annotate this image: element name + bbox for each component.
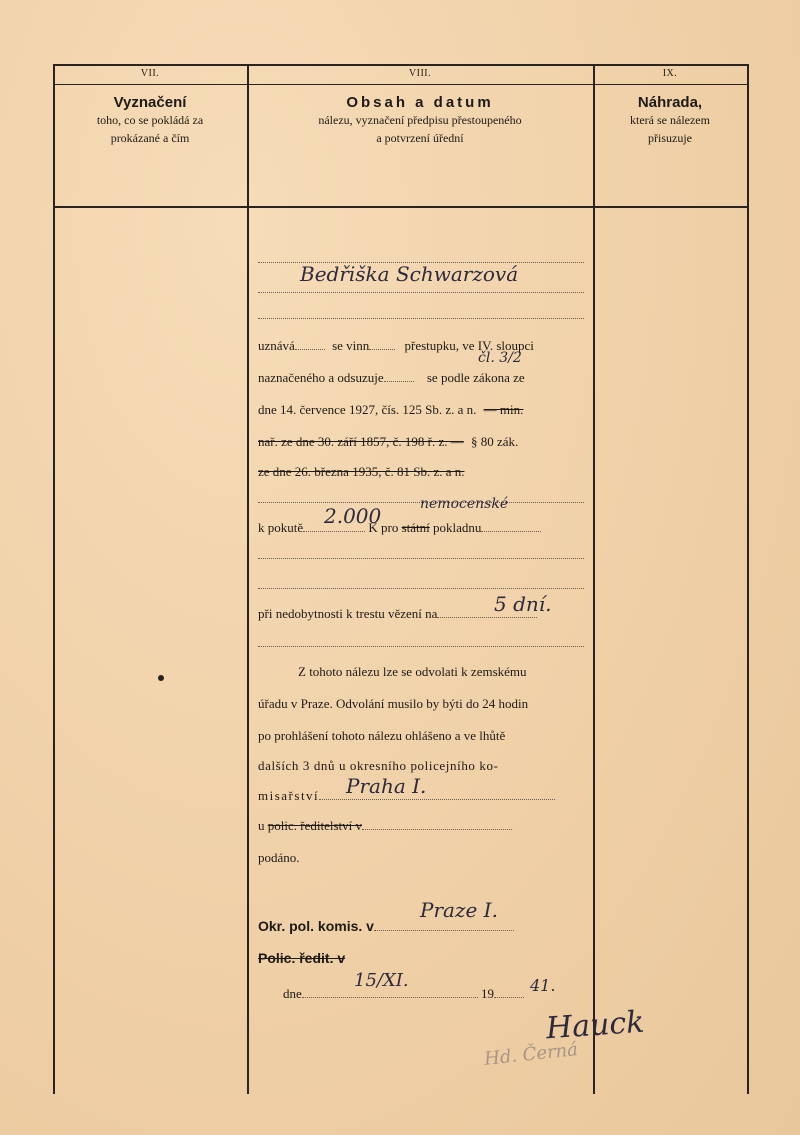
text-dne: dne xyxy=(283,986,302,1001)
column-divider-2 xyxy=(593,64,595,1094)
text-k-pro: K pro xyxy=(368,520,399,535)
text-pokladnu: pokladnu xyxy=(433,520,482,535)
text-polic-red: polic. ředitelství v xyxy=(267,818,362,833)
dotted-line xyxy=(258,646,584,647)
row-k-pokute xyxy=(258,520,584,536)
text-year-prefix: 19 xyxy=(481,986,495,1001)
text-okr-pol: Okr. pol. komis. v xyxy=(258,918,374,934)
column-header-ix xyxy=(593,94,747,147)
ink-spot xyxy=(158,675,164,681)
dotted-line xyxy=(258,588,584,589)
handwritten-days: 5 dní. xyxy=(494,592,552,616)
text-pri-nedobytnosti: při nedobytnosti k trestu vězení na xyxy=(258,606,438,621)
row-polic-red2 xyxy=(258,950,584,966)
handwritten-amount: 2.000 xyxy=(324,504,382,528)
header-viii-title: Obsah a datum xyxy=(346,94,494,111)
text-par80: § 80 zák. xyxy=(471,434,519,449)
header-vii-title: Vyznačení xyxy=(113,94,187,111)
table-border-top xyxy=(53,64,749,66)
column-number-viii: VIII. xyxy=(408,68,432,79)
dotted-line xyxy=(258,292,584,293)
text-komisarstvi: misařství xyxy=(258,788,320,803)
column-divider-1 xyxy=(247,64,249,1094)
text-u: u xyxy=(258,818,265,833)
text-se-vinn: se vinn xyxy=(332,338,370,353)
handwritten-fund: nemocenské xyxy=(420,496,509,512)
handwritten-signature: Hauck xyxy=(544,1004,646,1047)
table-border-right xyxy=(747,64,749,1094)
header-vii-line1: toho, co se pokládá za xyxy=(96,113,204,127)
header-ix-line2: přisuzuje xyxy=(648,131,692,145)
column-header-viii xyxy=(247,94,593,147)
column-header-vii xyxy=(53,94,247,147)
header-divider xyxy=(53,206,749,208)
column-number-vii: VII. xyxy=(140,68,160,79)
text-dne-14: dne 14. července 1927, čís. 125 Sb. z. a n. xyxy=(258,402,477,417)
handwritten-date: 15/XI. xyxy=(354,970,409,991)
header-vii-line2: prokázané a čím xyxy=(110,131,190,145)
text-dash-min: — min. xyxy=(483,402,524,417)
text-nar: nař. ze dne 30. září 1857, č. 198 ř. z. — xyxy=(258,434,464,449)
text-naznaceneho: naznačeného a odsuzuje xyxy=(258,370,384,385)
text-se-podle: se podle zákona ze xyxy=(426,370,525,385)
handwritten-faint-mark: Hd. Černá xyxy=(483,1039,579,1070)
appeal-line-1: Z tohoto nálezu lze se odvolati k zemskému xyxy=(298,664,527,679)
header-viii-line2: a potvrzení úřední xyxy=(376,131,464,145)
row-polic xyxy=(258,818,584,834)
handwritten-commissariat: Praha I. xyxy=(346,774,427,798)
handwritten-name: Bedřiška Schwarzová xyxy=(300,262,519,286)
form-table xyxy=(53,64,749,1094)
text-ze-dne-26: ze dne 26. března 1935, č. 81 Sb. z. a n. xyxy=(258,464,465,479)
row-dne-14 xyxy=(258,402,584,418)
appeal-line-4: dalších 3 dnů u okresního policejního ko- xyxy=(258,758,499,773)
column-number-divider xyxy=(53,84,749,85)
row-uznava xyxy=(258,338,584,354)
column-number-ix: IX. xyxy=(662,68,678,79)
text-uznava: uznává xyxy=(258,338,295,353)
row-ze-dne-26 xyxy=(258,464,584,480)
text-podano: podáno. xyxy=(258,850,300,865)
handwritten-law-ref: čl. 3/2 xyxy=(478,350,522,366)
row-nar xyxy=(258,434,584,450)
header-ix-title: Náhrada, xyxy=(637,94,703,111)
dotted-line xyxy=(258,558,584,559)
text-prestupku: přestupku, ve IV. sloupci xyxy=(404,338,534,353)
row-naznaceneho xyxy=(258,370,584,386)
dotted-line xyxy=(258,318,584,319)
text-k-pokute: k pokutě xyxy=(258,520,304,535)
header-ix-line1: která se nálezem xyxy=(630,113,710,127)
text-statni: státní xyxy=(401,520,430,535)
text-polic-red2: Polic. ředit. v xyxy=(258,950,346,966)
row-dne xyxy=(283,986,609,1002)
table-border-left xyxy=(53,64,55,1094)
header-viii-line1: nálezu, vyznačení předpisu přestoupeného xyxy=(318,113,522,127)
appeal-line-3: po prohlášení tohoto nálezu ohlášeno a ve lhůtě xyxy=(258,728,506,743)
appeal-line-2: úřadu v Praze. Odvolání musilo by býti do 24 hodin xyxy=(258,696,529,711)
handwritten-year: 41. xyxy=(530,976,556,995)
handwritten-okr: Praze I. xyxy=(420,898,498,922)
